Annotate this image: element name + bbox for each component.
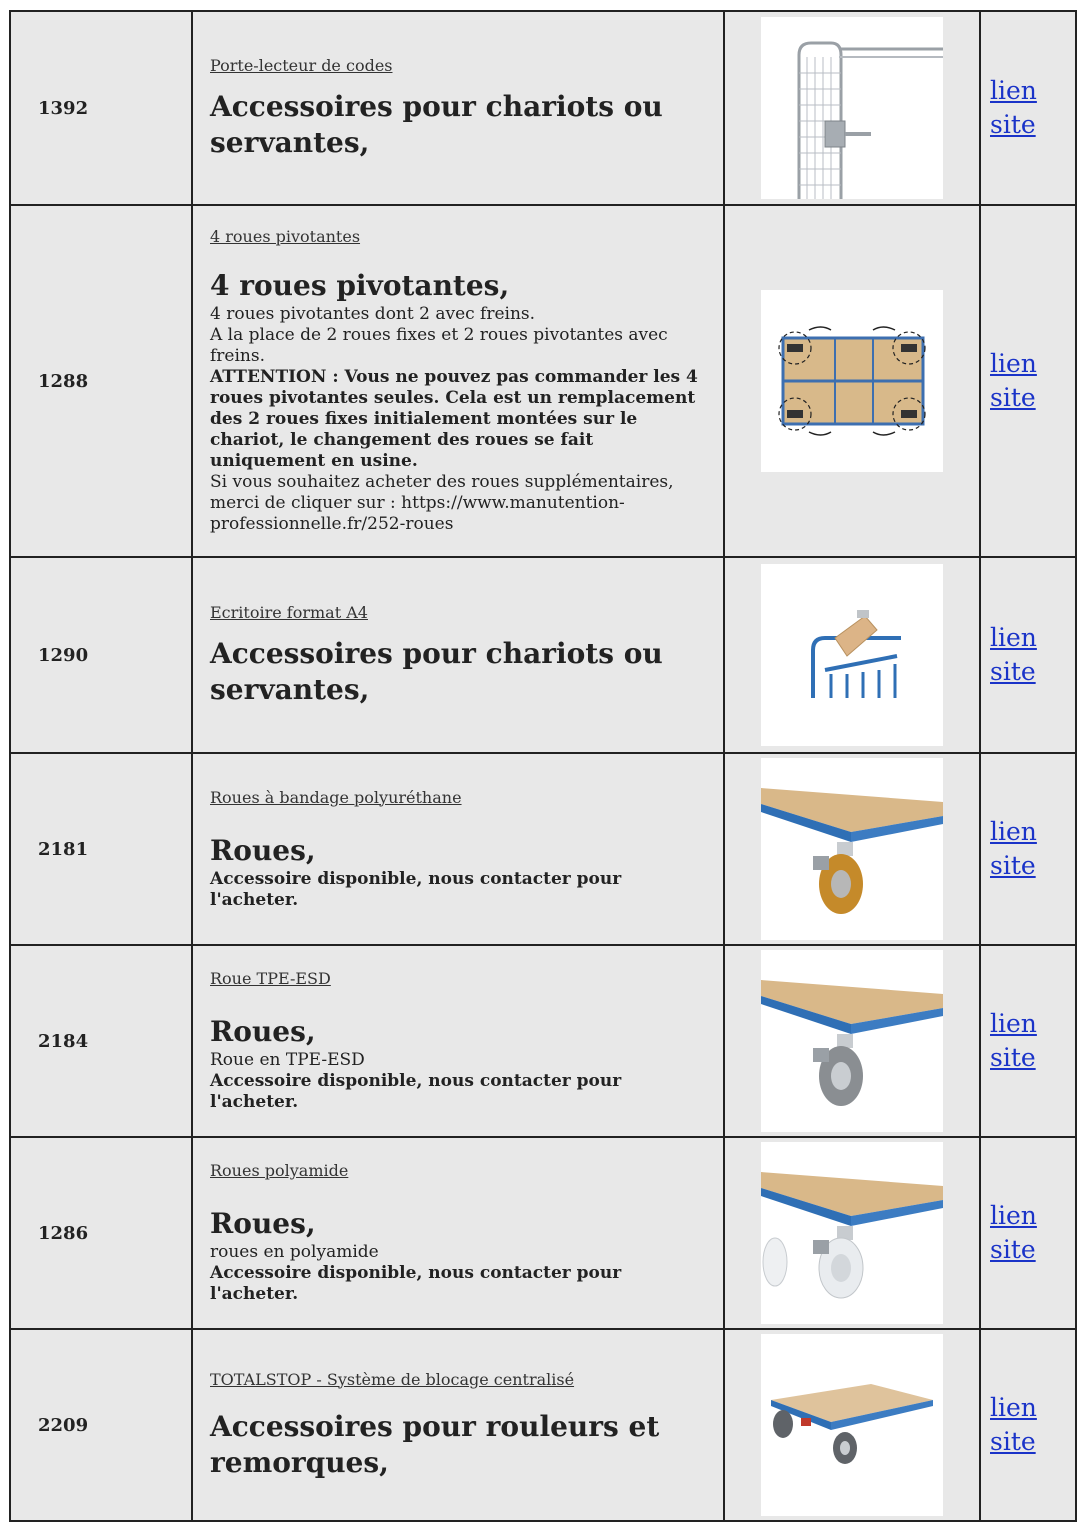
product-link-cell [980,1137,1076,1329]
product-title-link[interactable]: 4 roues pivotantes [210,227,361,246]
product-link-cell [980,753,1076,945]
product-link-cell [980,1329,1076,1521]
product-note: A la place de 2 roues fixes et 2 roues pivotantes avec freins. [210,325,668,366]
product-link-cell [980,205,1076,557]
product-id: 2181 [10,753,192,945]
warning-text: ATTENTION : Vous ne pouvez pas commander les 4 roues pivotantes seules. Cela est un remplacement des 2 roues fixes initialement montées sur le chariot, le changement des roues se fait uniquement en usine. [210,367,698,471]
product-site-link[interactable]: lien site [990,76,1037,139]
product-note: 4 roues pivotantes dont 2 avec freins. [210,304,536,324]
product-title-link[interactable]: Roues à bandage polyuréthane [210,787,462,807]
product-category: 4 roues pivotantes, [210,269,510,302]
product-title-link[interactable]: TOTALSTOP - Système de blocage centralisé [210,1369,575,1389]
product-title-link[interactable]: Roues polyamide [210,1161,349,1180]
product-link-cell [980,11,1076,205]
product-description [192,1137,724,1329]
product-image-cell [724,205,980,557]
product-image-cell [724,11,980,205]
table-row [10,945,1076,1137]
product-id: 1392 [10,11,192,205]
product-description [192,1329,724,1521]
table-row [10,205,1076,557]
product-site-link[interactable]: lien site [990,1201,1037,1264]
product-image-cell [724,945,980,1137]
product-category: Roues, [210,1015,316,1048]
product-note [210,1071,713,1113]
product-category: Roues, [210,1207,316,1240]
product-category: Accessoires pour chariots ou servantes, [210,89,663,159]
polyurethane-wheel-icon [761,758,943,940]
platform-trolley-icon [761,1334,943,1516]
product-note [210,1263,713,1305]
product-description [192,557,724,753]
product-site-link[interactable]: lien site [990,817,1037,880]
accessories-table [9,10,1077,1522]
table-row [10,753,1076,945]
clipboard-holder-icon [761,564,943,746]
table-row [10,1137,1076,1329]
table-row [10,557,1076,753]
product-title-link[interactable]: Porte-lecteur de codes [210,55,393,75]
table-row [10,11,1076,205]
product-note: roues en polyamide [210,1242,379,1262]
product-title-link[interactable]: Roue TPE-ESD [210,969,331,988]
product-link-cell [980,557,1076,753]
product-id: 1290 [10,557,192,753]
product-id: 2184 [10,945,192,1137]
product-id: 1286 [10,1137,192,1329]
polyamide-wheel-icon [761,1142,943,1324]
product-title-link[interactable]: Ecritoire format A4 [210,602,368,622]
product-warning [210,367,713,472]
product-image-cell [724,753,980,945]
product-site-link[interactable]: lien site [990,349,1037,412]
product-description [192,945,724,1137]
product-note: Si vous souhaitez acheter des roues supplémentaires, merci de cliquer sur : https://www.manutention-professionnelle.fr/252-roues [210,472,674,534]
availability-text: Accessoire disponible, nous contacter pour l'acheter. [210,1071,622,1112]
product-description [192,11,724,205]
product-image-cell [724,1329,980,1521]
tpe-esd-wheel-icon [761,950,943,1132]
product-description [192,205,724,557]
product-category: Accessoires pour chariots ou servantes, [210,636,663,706]
product-category: Accessoires pour rouleurs et remorques, [210,1409,660,1479]
availability-text: Accessoire disponible, nous contacter pour l'acheter. [210,1263,622,1304]
table-row [10,1329,1076,1521]
product-category: Roues, [210,833,316,867]
product-note [210,869,713,911]
cart-grid-scanner-holder-icon [761,17,943,199]
product-link-cell [980,945,1076,1137]
product-id: 1288 [10,205,192,557]
product-id: 2209 [10,1329,192,1521]
product-image-cell [724,557,980,753]
product-note: Roue en TPE-ESD [210,1050,365,1070]
product-site-link[interactable]: lien site [990,1393,1037,1456]
product-site-link[interactable]: lien site [990,1009,1037,1072]
availability-text: Accessoire disponible, nous contacter pour l'acheter. [210,868,622,910]
product-description [192,753,724,945]
product-site-link[interactable]: lien site [990,623,1037,686]
swivel-wheels-diagram-icon [761,290,943,472]
product-image-cell [724,1137,980,1329]
